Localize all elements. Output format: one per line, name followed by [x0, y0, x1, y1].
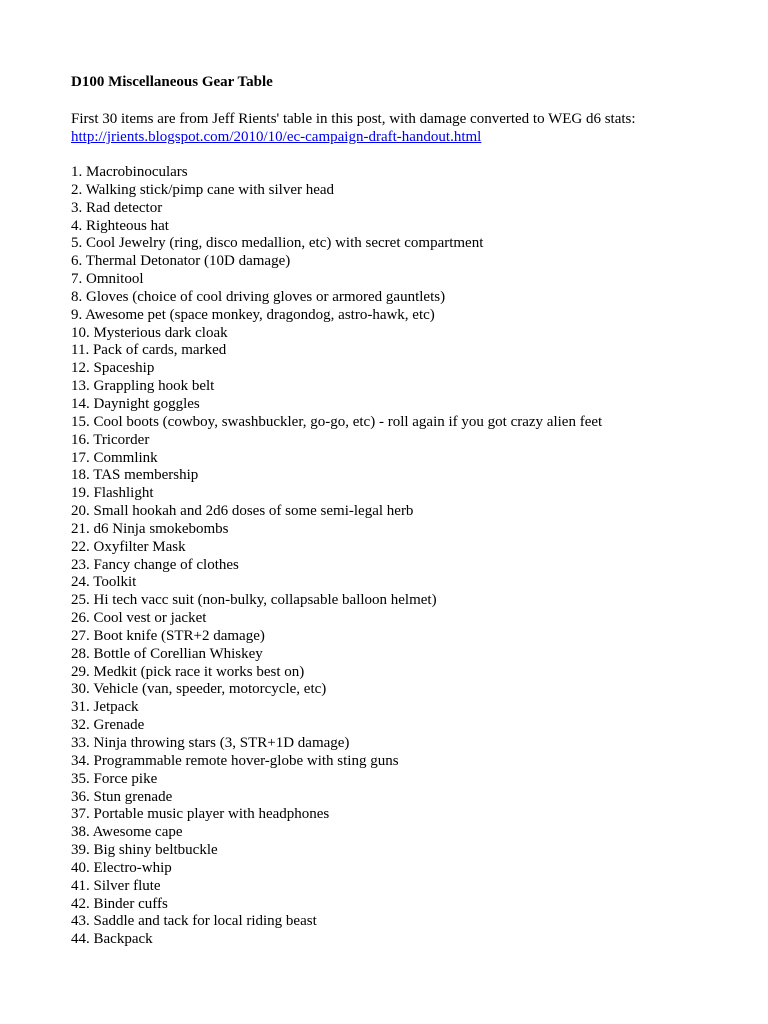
list-item: 40. Electro-whip	[71, 859, 172, 876]
list-item: 14. Daynight goggles	[71, 395, 200, 412]
list-item: 16. Tricorder	[71, 431, 150, 448]
list-item: 25. Hi tech vacc suit (non-bulky, collapsable balloon helmet)	[71, 592, 437, 609]
list-item: 15. Cool boots (cowboy, swashbuckler, go-go, etc) - roll again if you got crazy alien feet	[71, 413, 603, 430]
gear-list	[71, 164, 751, 949]
list-item: 37. Portable music player with headphones	[71, 806, 330, 823]
list-item: 31. Jetpack	[71, 699, 139, 716]
list-item: 5. Cool Jewelry (ring, disco medallion, etc) with secret compartment	[71, 235, 484, 252]
list-item: 28. Bottle of Corellian Whiskey	[71, 645, 263, 662]
list-item: 20. Small hookah and 2d6 doses of some semi-legal herb	[71, 503, 414, 520]
list-item: 39. Big shiny beltbuckle	[71, 842, 218, 859]
list-item: 44. Backpack	[71, 931, 153, 948]
list-item: 30. Vehicle (van, speeder, motorcycle, etc)	[71, 681, 327, 698]
list-item: 8. Gloves (choice of cool driving gloves or armored gauntlets)	[71, 288, 446, 305]
list-item: 23. Fancy change of clothes	[71, 556, 239, 573]
list-item: 24. Toolkit	[71, 574, 137, 591]
list-item: 32. Grenade	[71, 717, 145, 734]
document-page	[71, 73, 751, 949]
list-item: 12. Spaceship	[71, 360, 155, 377]
list-item: 10. Mysterious dark cloak	[71, 324, 228, 341]
list-item: 7. Omnitool	[71, 271, 144, 288]
intro-paragraph	[71, 110, 751, 146]
list-item: 26. Cool vest or jacket	[71, 610, 207, 627]
list-item: 33. Ninja throwing stars (3, STR+1D damage)	[71, 735, 350, 751]
list-item: 41. Silver flute	[71, 877, 161, 894]
list-item: 3. Rad detector	[71, 199, 163, 216]
list-item: 18. TAS membership	[71, 467, 199, 484]
list-item: 6. Thermal Detonator (10D damage)	[71, 253, 291, 270]
intro-text: First 30 items are from Jeff Rients' table in this post, with damage converted to WEG d6 stats:	[71, 111, 636, 127]
list-item: 29. Medkit (pick race it works best on)	[71, 663, 305, 680]
list-item: 1. Macrobinoculars	[71, 164, 188, 180]
list-item: 22. Oxyfilter Mask	[71, 538, 186, 555]
list-item: 19. Flashlight	[71, 485, 154, 502]
list-item: 35. Force pike	[71, 770, 158, 787]
list-item: 42. Binder cuffs	[71, 895, 168, 912]
document-title: D100 Miscellaneous Gear Table	[71, 74, 273, 90]
list-item: 17. Commlink	[71, 449, 158, 466]
list-item: 43. Saddle and tack for local riding beast	[71, 913, 317, 930]
list-item: 27. Boot knife (STR+2 damage)	[71, 627, 265, 644]
list-item: 21. d6 Ninja smokebombs	[71, 520, 229, 537]
source-link[interactable]: http://jrients.blogspot.com/2010/10/ec-campaign-draft-handout.html	[71, 129, 482, 145]
list-item: 13. Grappling hook belt	[71, 378, 215, 395]
list-item: 38. Awesome cape	[71, 824, 183, 841]
list-item: 2. Walking stick/pimp cane with silver head	[71, 181, 335, 198]
list-item: 34. Programmable remote hover-globe with sting guns	[71, 752, 399, 769]
list-item: 4. Righteous hat	[71, 217, 169, 234]
list-item: 9. Awesome pet (space monkey, dragondog, astro-hawk, etc)	[71, 306, 435, 323]
list-item: 36. Stun grenade	[71, 788, 173, 805]
list-item: 11. Pack of cards, marked	[71, 342, 227, 359]
